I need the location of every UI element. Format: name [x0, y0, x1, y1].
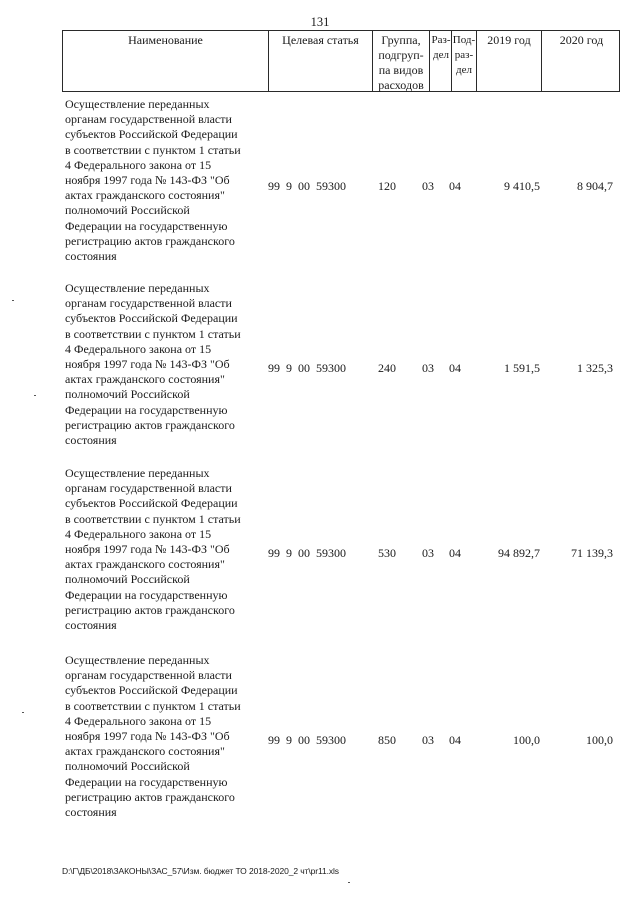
row-expense-group: 850	[378, 733, 396, 747]
row-subsection: 04	[449, 733, 461, 747]
row-amount-2020: 100,0	[586, 733, 613, 747]
row-amount-2020: 8 904,7	[577, 179, 613, 193]
page-number: 131	[310, 15, 330, 29]
header-target-article: Целевая статья	[269, 31, 373, 91]
row-target-article: 99 9 00 59300	[268, 733, 346, 747]
row-name: Осуществление переданных органам государственной власти субъектов Российской Федерации в соответствии с пунктом 1 статьи 4 Федерального закона от 15 ноября 1997 года № 143-ФЗ "Об актах гражданского состояния" полномочий Российской Федерации на государственную регистрацию актов гражданского состояния	[65, 653, 241, 820]
row-section: 03	[422, 546, 434, 560]
row-section: 03	[422, 179, 434, 193]
row-expense-group: 120	[378, 179, 396, 193]
row-target-article: 99 9 00 59300	[268, 179, 346, 193]
scan-speck	[348, 882, 350, 883]
header-name: Наименование	[63, 31, 269, 91]
row-section: 03	[422, 733, 434, 747]
row-target-article: 99 9 00 59300	[268, 546, 346, 560]
header-expense-group: Группа, подгруп- па видов расходов	[373, 31, 430, 91]
row-name: Осуществление переданных органам государственной власти субъектов Российской Федерации в соответствии с пунктом 1 статьи 4 Федерального закона от 15 ноября 1997 года № 143-ФЗ "Об актах гражданского состояния" полномочий Российской Федерации на государственную регистрацию актов гражданского состояния	[65, 466, 241, 633]
row-target-article: 99 9 00 59300	[268, 361, 346, 375]
row-amount-2019: 9 410,5	[504, 179, 540, 193]
scan-speck	[34, 395, 36, 396]
row-subsection: 04	[449, 361, 461, 375]
row-amount-2020: 1 325,3	[577, 361, 613, 375]
header-year-2019: 2019 год	[477, 31, 542, 91]
row-expense-group: 240	[378, 361, 396, 375]
header-subsection: Под- раз- дел	[452, 31, 477, 91]
row-expense-group: 530	[378, 546, 396, 560]
row-subsection: 04	[449, 179, 461, 193]
header-year-2020: 2020 год	[559, 33, 604, 47]
scan-speck	[12, 300, 14, 301]
scan-speck	[22, 712, 24, 713]
row-amount-2019: 1 591,5	[504, 361, 540, 375]
table-header	[62, 30, 620, 92]
row-amount-2019: 100,0	[513, 733, 540, 747]
row-amount-2020: 71 139,3	[571, 546, 613, 560]
row-amount-2019: 94 892,7	[498, 546, 540, 560]
row-section: 03	[422, 361, 434, 375]
row-subsection: 04	[449, 546, 461, 560]
row-name: Осуществление переданных органам государственной власти субъектов Российской Федерации в соответствии с пунктом 1 статьи 4 Федерального закона от 15 ноября 1997 года № 143-ФЗ "Об актах гражданского состояния" полномочий Российской Федерации на государственную регистрацию актов гражданского состояния	[65, 281, 241, 448]
row-name: Осуществление переданных органам государственной власти субъектов Российской Федерации в соответствии с пунктом 1 статьи 4 Федерального закона от 15 ноября 1997 года № 143-ФЗ "Об актах гражданского состояния" полномочий Российской Федерации на государственную регистрацию актов гражданского состояния	[65, 97, 241, 264]
header-section: Раз- дел	[430, 31, 452, 91]
file-path-footer: D:\Г\ДБ\2018\ЗАКОНЫ\ЗАС_57\Изм. бюджет ТО 2018-2020_2 чт\pr11.xls	[62, 866, 339, 876]
